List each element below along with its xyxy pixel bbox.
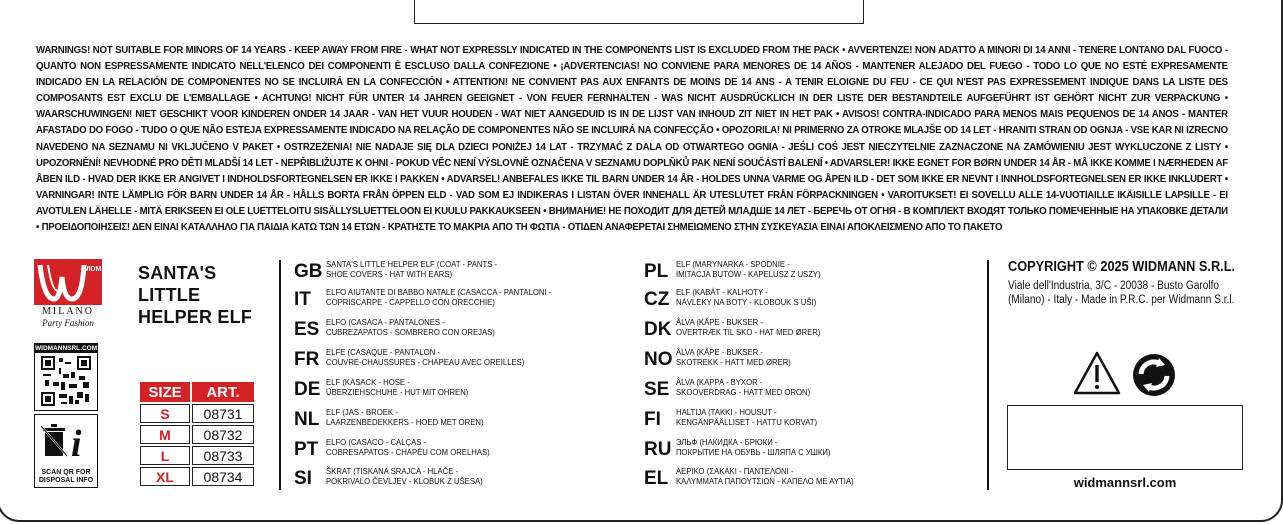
copyright-text: COPYRIGHT © 2025 WIDMANN S.R.L. (1008, 259, 1236, 275)
brand-milano: MILANO (42, 306, 94, 317)
disposal-info-box (34, 414, 98, 488)
recycle-bin-info-icon (41, 418, 93, 465)
product-title: SANTA'S LITTLE HELPER ELF (138, 263, 253, 327)
warning-triangle-icon (1072, 350, 1122, 396)
website-text: widmannsrl.com (1073, 475, 1177, 490)
green-dot-recycle-icon (1131, 352, 1177, 398)
warnings-text: WARNINGS! NOT SUITABLE FOR MINORS OF 14 YEARS - KEEP AWAY FROM FIRE - WHAT NOT EXPRESSLY INDICATED IN THE COMPONENTS LIST IS EXCLUDED FROM THE PACK • AVVERTENZE! NON ADATTO A MINORI DI 14 ANNI - TENERE LONTANO DAL FUOCO - QUANTO NON ESPRESSAMENTE INDICATO NELL'ELENCO DEI COMPONENTI È ESCLUSO DALLA CONFEZIONE • ¡ADVERTENCIAS! NO CONVIENE PARA MENORES DE 14 AÑOS - MANTENER ALEJADO DEL FUEGO - TODO LO QUE NO ESTÉ EXPRESAMENTE INDICADO EN LA RELACIÓN DE COMPONENTES NO SE INCLUIRÁ EN LA CONFECCIÓN • ATTENTION! NE CONVIENT PAS AUX ENFANTS DE MOINS DE 14 ANS - A TENIR ELOIGNE DU FEU - CE QUI N'EST PAS EXPRESSEMENT INDIQUE DANS LA LISTE DES COMPOSANTS EST EXCLU DE L'EMBALLAGE • ACHTUNG! NICHT FÜR UNTER 14 JAHREN GEEIGNET - VON FEUER FERNHALTEN - WAS NICHT AUSDRÜCKLICH IN DER LISTE DER BESTANDTEILE AUFGEFÜHRT IST GEHÖRT NICHT ZUR VERPACKUNG • WAARSCHUWINGEN! NIET GESCHIKT VOOR KINDEREN ONDER 14 JAAR - VAN HET VUUR HOUDEN - WAT NIET AANGEDUID IS IN DE LIJST VAN INHOUD ZIT NIET IN HET PAK • AVISOS! CONTRA-INDICADO PARA MENOS MAIS PEQUENOS DE 14 ANOS - MANTER AFASTADO DO FOGO - TUDO O QUE NÃO ESTEJA EXPRESSAMENTE INDICADO NA RELAÇÃO DE COMPONENTES NÃO SE INCLUIRÁ NA CONFECÇÃO • OPOZORILA! NI PRIMERNO ZA OTROKE MLAJŠE OD 14 LET - HRANITI STRAN OD OGNJA - VSE KAR NI IZRECNO NAVEDENO NA SEZNAMU NI VKLJUČENO V PAKET • OSTRZEŻENIA! NIE NADAJE SIĘ DLA DZIECI PONIŻEJ 14 LAT - TRZYMAĆ Z DALA OD OTWARTEGO OGNIA - JEŚLI COŚ JEST NIECZYTELNIE ZAZNACZONE NA ZAMÓWIENIU JEST WYKLUCZONE Z LISTY • UPOZORNĚNÍ! NEVHODNÉ PRO DĚTI MLADŠÍ 14 LET - NEPŘIBLIŽUJTE K OHNI - POKUD VĚC NENÍ VÝSLOVNĚ OZNAČENA V SEZNAMU DOPLŇKŮ PAK NENÍ SOUČÁSTÍ BALENÍ • ADVARSLER! IKKE EGNET FOR BØRN UNDER 14 ÅR - MÅ IKKE KOMME I NÆRHEDEN AF ÅBEN ILD - HVAD DER IKKE ER ANGIVET I INDHOLDSFORTEGNELSEN ER IKKE I PAKKEN • ADVARSEL! ANBEFALES IKKE TIL BARN UNDER 14 ÅR - HOLDES UNNA VARME OG ÅPEN ILD - DET SOM IKKE ER NEVNT I INNHOLDSFORTEGNELSEN ER IKKE INKLUDERT • VARNINGAR! INTE LÄMPLIG FÖR BARN UNDER 14 ÅR - HÅLLS BORTA FRÅN ÖPPEN ELD - VAD SOM EJ INDIKERAS I LISTAN ÖVER INNEHALL ÄR UTESLUTET FRÅN FÖRPACKNINGEN • VAROITUKSET! EI SOVELLU ALLE 14-VUOTIAILLE IKÄISILLE LAPSILLE - EI AVOTULEN LÄHELLE - MITÄ ERIKSEEN EI OLE LUETTELOITU SISÄLLYSLUETTELOON EI KUULU PAKKAUKSEEN • ВНИМАНИЕ! НЕ ПОХОДИТ ДЛЯ ДЕТЕЙ МЛАДШЕ 14 ЛЕТ - БЕРЕЧЬ ОТ ОГНЯ - В КОМПЛЕКТ ВХОДЯТ ТОЛЬКО ПОМЕЧЕННЫЕ НА УПАКОВКЕ ДЕТАЛИ • ΠΡΟΕΙΔΟΠΟΙΗΣΕΙΣ! ΔΕΝ ΕΙΝΑΙ ΚΑΤΑΛΛΗΛΟ ΓΙΑ ΠΑΙΔΙΑ ΚΑΤΩ ΤΩΝ 14 ΕΤΩΝ - ΚΡΑΤΗΣΤΕ ΤΟ ΜΑΚΡΙΑ ΑΠΟ ΤΗ ΦΩΤΙΑ - ΟΤΙΔΕΝ ΑΝΑΦΕΡΕΤΑΙ ΣΗΜΕΙΩΜΕΝΟ ΣΤΗΝ ΣΥΣΚΕΥΑΣΙΑ ΕΙΝΑΙ ΑΠΟΚΛΕΙΣΜΕΝΟ ΑΠΟ ΤΟ ΠΑΚΕΤΟ (36, 45, 1228, 234)
table-row: S 08731 (140, 404, 254, 423)
address-text: Viale dell'Industria, 3/C - 20038 - Busto Garolfo (Milano) - Italy - Made in P.R.C. per Widmann S.r.l. (1008, 280, 1235, 306)
table-row: XL 08734 (140, 467, 254, 486)
divider-left (279, 260, 281, 490)
art-header: ART. (192, 382, 254, 402)
brand-party-fashion: Party Fashion (42, 318, 94, 328)
svg-text:i: i (71, 423, 82, 465)
size-table (138, 380, 256, 488)
qr-code-box (34, 343, 98, 411)
disposal-info-text: SCAN QR FOR DISPOSAL INFO (38, 469, 94, 484)
logo-wordmark: WIDMANN (82, 266, 117, 273)
size-header: SIZE (140, 382, 190, 402)
table-row: L 08733 (140, 446, 254, 465)
table-row: M 08732 (140, 425, 254, 444)
blank-info-box (1007, 405, 1243, 470)
top-blank-box (414, 0, 864, 24)
qr-code-icon (41, 356, 91, 406)
qr-title: WIDMANNSRL.COM (35, 345, 98, 352)
divider-right (987, 260, 989, 490)
